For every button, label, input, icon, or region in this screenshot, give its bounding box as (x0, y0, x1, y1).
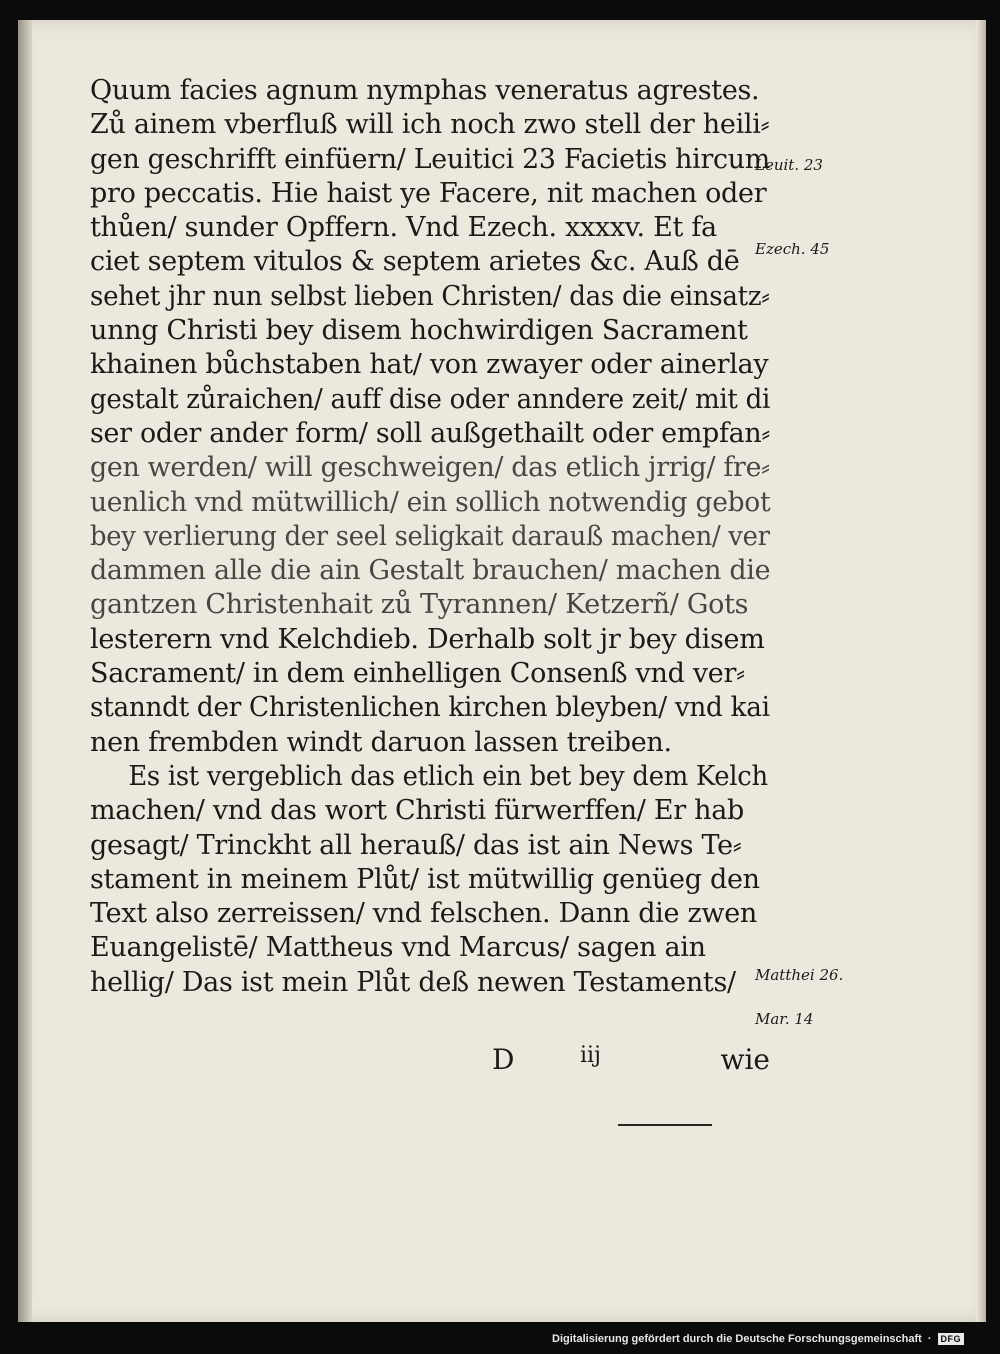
margin-note: Matthei 26. (755, 966, 844, 984)
text-line: ser oder ander form/ soll außgethailt oder empfan⸗ (90, 417, 771, 449)
margin-note: Mar. 14 (755, 1010, 814, 1028)
paragraph-start-line: Es ist vergeblich das etlich ein bet bey dem Kelch (128, 760, 768, 792)
margin-note: Ezech. 45 (755, 240, 830, 258)
text-line: machen/ vnd das wort Christi fürwerffen/ Er hab (90, 795, 744, 827)
text-line: sehet jhr nun selbst lieben Christen/ das die einsatz⸗ (90, 280, 770, 312)
main-text (90, 74, 770, 1000)
ornamental-rule (618, 1124, 712, 1126)
text-line: gesagt/ Trinckht all herauß/ das ist ain News Te⸗ (90, 829, 742, 861)
text-line: khainen bůchstaben hat/ von zwayer oder ainerlay (90, 349, 769, 381)
text-line: stament in meinem Plůt/ ist mütwillig genüeg den (90, 863, 760, 895)
text-line: Quum facies agnum nymphas veneratus agrestes. (90, 75, 760, 106)
text-line: Text also zerreissen/ vnd felschen. Dann die zwen (90, 898, 757, 930)
text-line: hellig/ Das ist mein Plůt deß newen Testaments/ (90, 966, 736, 998)
page-edge (976, 20, 986, 1322)
text-line: stanndt der Christenlichen kirchen bleyben/ vnd kai (90, 692, 770, 724)
text-line: gestalt zůraichen/ auff dise oder anndere zeit/ mit di (90, 383, 771, 415)
catchword: wie (720, 1043, 770, 1076)
margin-note: Leuit. 23 (755, 156, 823, 174)
digitization-footer: Digitalisierung gefördert durch die Deutsche Forschungsgemeinschaft · DFG (552, 1330, 964, 1348)
text-line: gen werden/ will geschweigen/ das etlich jrrig/ fre⸗ (90, 452, 770, 484)
text-line: gantzen Christenhait zů Tyrannen/ Ketzerñ/ Gots (90, 589, 749, 621)
text-line: thůen/ sunder Opffern. Vnd Ezech. xxxxv. Et fa (90, 212, 717, 244)
text-line: lesterern vnd Kelchdieb. Derhalb solt jr bey disem (90, 623, 765, 655)
text-line: pro peccatis. Hie haist ye Facere, nit machen oder (90, 177, 767, 209)
signature-number: iij (580, 1043, 601, 1068)
signature-line (90, 1043, 770, 1079)
text-line: ciet septem vitulos & septem arietes &c. Auß dē (90, 246, 740, 278)
text-line: Euangelistē/ Mattheus vnd Marcus/ sagen ain (90, 932, 706, 964)
text-line: Sacrament/ in dem einhelligen Consenß vnd ver⸗ (90, 658, 745, 690)
dfg-logo: DFG (938, 1333, 965, 1345)
text-line: uenlich vnd mütwillich/ ein sollich notwendig gebot (90, 486, 771, 518)
page-gutter-shadow (18, 20, 32, 1322)
book-page (18, 20, 986, 1322)
text-line: nen frembden windt daruon lassen treiben. (90, 726, 672, 758)
text-line: bey verlierung der seel seligkait darauß machen/ ver (90, 520, 770, 552)
text-line: dammen alle die ain Gestalt brauchen/ machen die (90, 555, 771, 587)
text-line: unng Christi bey disem hochwirdigen Sacrament (90, 315, 748, 347)
footer-credit: Digitalisierung gefördert durch die Deutsche Forschungsgemeinschaft (552, 1333, 922, 1345)
text-line: Zů ainem vberfluß will ich noch zwo stell der heili⸗ (90, 109, 770, 141)
text-line: gen geschrifft einfüern/ Leuitici 23 Facietis hircum (90, 143, 770, 175)
signature-mark: D (492, 1043, 515, 1076)
